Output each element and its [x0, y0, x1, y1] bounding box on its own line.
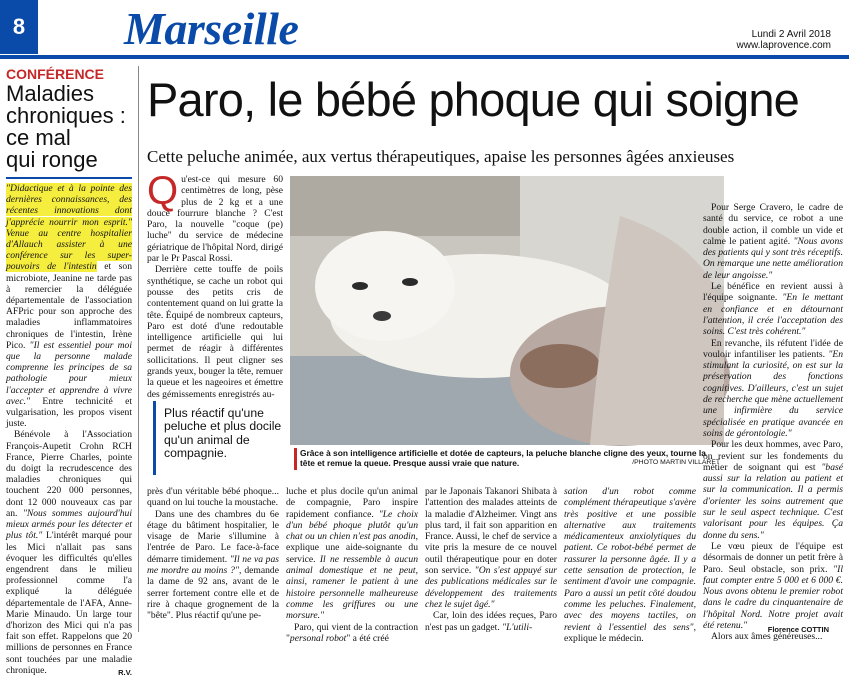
dropcap: Q	[147, 169, 179, 213]
article-column-2	[286, 486, 418, 644]
sidebar-quote: "Il est essentiel pour moi que la personne malade comprenne les principes de sa pathologie pour mieux l'accepter et apprendre à vivre avec."	[6, 339, 132, 407]
article-quote: "Le choix d'un bébé phoque plutôt qu'un chat ou un chien n'est pas anodin	[286, 508, 419, 543]
caption-text: Grâce à son intelligence artificielle et dotée de capteurs, la peluche blanche cligne des yeux, tourne la tête et remue la queue. Presque aussi vraie que nature.	[300, 448, 706, 468]
article-quote: "En le mettant en confiance et en détournant l'attention, il crée l'acceptation des soins. C'est très cohérent."	[703, 292, 843, 338]
article-quote: "On s'est appuyé sur des publications médicales sur le développement des traitements chez le sujet âgé."	[425, 565, 557, 610]
article-column-3	[425, 486, 557, 633]
photo-credit: /PHOTO MARTIN VILLARET	[632, 459, 720, 466]
caption-bar	[294, 448, 297, 470]
article-photo	[290, 176, 724, 445]
article-headline: Paro, le bébé phoque qui soigne	[147, 73, 800, 126]
article-text: Alors aux âmes généreuses...	[711, 631, 823, 643]
article-column-4	[564, 486, 696, 644]
article-text: Car, loin des idées reçues, Paro n'est pas un gadget.	[425, 610, 557, 633]
highlighted-quote: "Didactique et à la pointe des dernières connaissances, des récentes innovations dont j'apprécie nourrir mon esprit." Venue au centre hospitalier d'Allauch assister à une conférence sur les super-pouvoirs de l'intestin	[6, 183, 132, 273]
article-text: Le bénéfice en revient aussi à l'équipe soignante.	[703, 281, 843, 304]
article-text: Le vœu pieux de l'équipe est désormais de donner un petit frère à Paro. Seul obstacle, son prix.	[703, 540, 843, 575]
article-column-1	[147, 169, 283, 400]
article-quote: "En stimulant la curiosité, on est sur la préservation des fonctions cognitives. D'ailleurs, c'est un sujet de recherche que mène actuellement une infirmière du service spécialisée en pratique avancée en soins de gérontologie."	[703, 348, 843, 439]
article-text: u'est-ce qui mesure 60 centimètres de long, pèse plus de 2 kg et a une douce fourrure blanche ? C'est Paro, la nouvelle "coque (pe) luche" du service de médecine gériatrique de l'hôpital Nord, dirigé par le Pr Pascal Rossi.	[147, 174, 283, 265]
sidebar-headline-line: ce mal	[6, 125, 71, 150]
sidebar-headline	[6, 83, 132, 171]
sidebar-rule	[6, 177, 132, 179]
photo-caption	[300, 448, 720, 468]
article-quote: sation d'un robot comme complément thérapeutique s'avère très positive et une possible alternative aux traitements médicamenteux anxiolytiques du patient. Ce robot-bébé permet de rassurer la personne âgée. Il y a cette sensation de protection, le sentiment d'avoir une compagnie. Paro a aussi un petit côté doudou comme les peluches. Finalement, avec des moyens tactiles, on revient à l'essentiel des sens"	[564, 486, 696, 633]
article-text: Pour les deux hommes, avec Paro, on revient sur les fondements du métier de soignant qui est	[703, 439, 843, 473]
sidebar-quote: "Nous sommes aujourd'hui mieux armés pour les détecter et plus tôt."	[6, 507, 132, 542]
seal-robot-photo	[290, 176, 724, 445]
header-rule	[0, 55, 849, 59]
article-text: , demande la dame de 92 ans, avant de le serrer fortement contre elle et de rire à chaque grognement de la "bête". Plus réactif qu'une pe-	[147, 565, 279, 622]
sidebar-text: et son microbiote, Jeanine ne tarde pas à remercier la déléguée départementale de l'association AFPric pour son approche des maladies inflammatoires chroniques de l'intestin, Irène Pico.	[6, 261, 132, 351]
article-quote: "Il faut compter entre 5 000 et 6 000 €. Nous avons obtenu le premier robot dans le cadre du cinquantenaire de l'hôpital Nord. Notre projet avait été retenu."	[703, 563, 843, 631]
article-text: " a été créé	[346, 632, 389, 644]
sidebar-text: L'intérêt marqué pour les Mici n'allait pas sans évoquer les difficultés qu'elles engendrent dans le milieu professionnel comme l'a expliqué la déléguée départementale de l'AFA, Anne-Marie Minaudo. Un large tour d'horizon des Mici qui n'a pas fait son effet. Rappelons que 20 millions de personnes en France sont touchées par une maladie chronique.	[6, 530, 132, 676]
sidebar-article	[6, 66, 132, 676]
column-divider	[138, 66, 139, 632]
sidebar-kicker: CONFÉRENCE	[6, 66, 105, 82]
issue-date: Lundi 2 Avril 2018	[751, 29, 831, 40]
article-text: Pour Serge Cravero, le cadre de santé du service, ce robot a une double action, il comble un vide et calme le patient agité.	[703, 202, 843, 247]
article-text: , explique une aide-soignante du service.	[286, 531, 418, 565]
sidebar-text: Entre technicité et vulgarisation, les propos visent juste.	[6, 395, 132, 430]
sidebar-text: Bénévole à l'Association François-Aupetit Crohn RCH France, Pierre Charles, pointe du doigt la recrudescence des maladies chroniques qui touchent 220 000 personnes, dont 12 000 nouveaux cas par an.	[6, 429, 132, 519]
article-signature: Florence COTTIN	[767, 625, 829, 634]
sidebar-headline-line: qui ronge	[6, 147, 98, 172]
article-text: par le Japonais Takanori Shibata à l'attention des malades atteints de la maladie d'Alzheimer. Vingt ans plus tard, il fait son apparition en France. Aussi, le chef de service a vite pris la mesure de ce nouvel outil thérapeutique pour en doter son service.	[425, 486, 557, 577]
article-quote: "Il ne va pas me mordre au moins ?"	[147, 553, 279, 577]
date-line	[737, 29, 831, 51]
article-text: près d'un véritable bébé phoque... quand on lui touche la moustache.	[147, 486, 279, 509]
pull-quote: Plus réactif qu'une peluche et plus docile qu'un animal de compagnie.	[153, 401, 287, 475]
section-title: Marseille	[124, 3, 299, 54]
article-text: Paro, qui vient de la contraction "	[286, 621, 418, 644]
article-quote: personal robot	[289, 632, 347, 644]
sidebar-headline-line: Maladies	[6, 81, 95, 106]
article-text: , explique le médecin.	[564, 621, 696, 644]
article-quote: "L'utili-	[502, 621, 533, 633]
article-text: Derrière cette touffe de poils synthétique, se cache un robot qui pousse des petits cris de contentement quand on lui gratte la tête. Équipé de nombreux capteurs, Paro est doté d'une redoutable intelligence artificielle qui lui permet de réagir à différentes sollicitations. Il peut cligner ses grands yeux, bouger la tête, remuer la queue et les nageoires et émettre des gémissements enregistrés au-	[147, 264, 283, 400]
sidebar-signature: R.V.	[118, 667, 132, 677]
article-quote: "Nous avons des patients qui y sont très réceptifs. On remarque une nette amélioration de leur angoisse."	[703, 235, 843, 281]
site-url[interactable]: www.laprovence.com	[736, 40, 831, 51]
article-column-1b	[147, 486, 279, 622]
sidebar-headline-line: chroniques :	[6, 103, 126, 128]
article-column-5	[703, 202, 843, 643]
article-text: En revanche, ils réfutent l'idée de vouloir infantiliser les patients.	[703, 337, 843, 360]
sidebar-body	[6, 183, 132, 676]
article-quote: "basé aussi sur la relation au patient et sur la communication. Il a permis d'orienter les soins autrement que sur le seul aspect technique. C'est valorisant pour les équipes. Ça donne du sens."	[703, 461, 843, 541]
article-quote: Il ne ressemble à aucun animal domestique et ne peut, ainsi, ramener le patient à une histoire personnelle malheureuse comme les griffures ou une morsure."	[286, 553, 419, 622]
article-subhead: Cette peluche animée, aux vertus thérapeutiques, apaise les personnes âgées anxieuses	[147, 147, 735, 166]
page-number: 8	[0, 0, 38, 54]
article-text: Dans une des chambres du 6e étage du bâtiment hospitalier, le visage de Marie s'illumine à l'entrée de Paro. Le face-à-face démarre timidement.	[147, 508, 279, 565]
article-text: luche et plus docile qu'un animal de compagnie, Paro inspire rapidement confiance.	[286, 486, 418, 520]
